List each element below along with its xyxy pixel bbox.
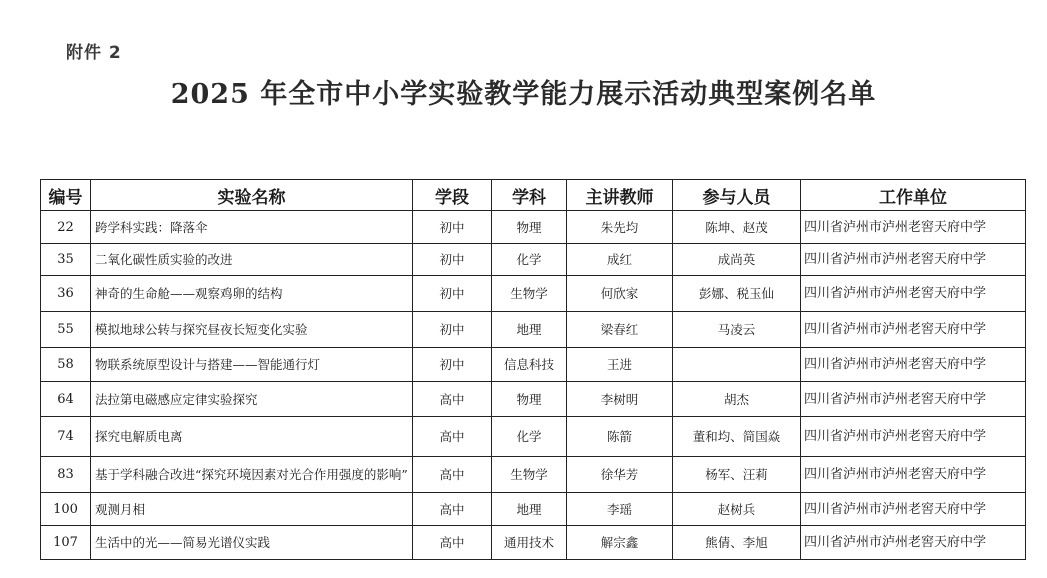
lead-teacher: 李树明 xyxy=(567,382,673,417)
case-number: 64 xyxy=(41,382,91,417)
table-row xyxy=(41,457,1026,493)
case-number: 107 xyxy=(41,526,91,560)
experiment-name: 观测月相 xyxy=(91,493,413,526)
table-row xyxy=(41,276,1026,312)
participants: 赵树兵 xyxy=(673,493,801,526)
table-row xyxy=(41,211,1026,244)
lead-teacher: 陈箭 xyxy=(567,417,673,457)
school-stage: 高中 xyxy=(413,457,492,493)
header-cell: 编号 xyxy=(41,180,91,211)
case-number: 36 xyxy=(41,276,91,312)
header-cell: 学段 xyxy=(413,180,492,211)
school-stage: 初中 xyxy=(413,211,492,244)
school-stage: 高中 xyxy=(413,417,492,457)
school-stage: 初中 xyxy=(413,312,492,348)
page-title: 2025 年全市中小学实验教学能力展示活动典型案例名单 xyxy=(170,79,877,110)
table-row xyxy=(41,244,1026,276)
attachment-label: 附件 2 xyxy=(66,43,122,63)
experiment-name: 跨学科实践：降落伞 xyxy=(91,211,413,244)
school-stage: 高中 xyxy=(413,382,492,417)
lead-teacher: 朱先均 xyxy=(567,211,673,244)
lead-teacher: 何欣家 xyxy=(567,276,673,312)
participants: 董和均、简国焱 xyxy=(673,417,801,457)
work-unit: 四川省泸州市泸州老窖天府中学 xyxy=(801,244,1026,276)
participants: 胡杰 xyxy=(673,382,801,417)
case-number: 100 xyxy=(41,493,91,526)
case-number: 58 xyxy=(41,348,91,382)
experiment-name: 物联系统原型设计与搭建——智能通行灯 xyxy=(91,348,413,382)
work-unit: 四川省泸州市泸州老窖天府中学 xyxy=(801,348,1026,382)
case-number: 55 xyxy=(41,312,91,348)
table-row xyxy=(41,382,1026,417)
table-row xyxy=(41,312,1026,348)
table-row xyxy=(41,417,1026,457)
participants xyxy=(673,348,801,382)
experiment-name: 模拟地球公转与探究昼夜长短变化实验 xyxy=(91,312,413,348)
case-number: 83 xyxy=(41,457,91,493)
work-unit: 四川省泸州市泸州老窖天府中学 xyxy=(801,276,1026,312)
work-unit: 四川省泸州市泸州老窖天府中学 xyxy=(801,457,1026,493)
work-unit: 四川省泸州市泸州老窖天府中学 xyxy=(801,526,1026,560)
lead-teacher: 徐华芳 xyxy=(567,457,673,493)
case-list-table xyxy=(40,179,1026,560)
experiment-name: 法拉第电磁感应定律实验探究 xyxy=(91,382,413,417)
header-cell: 学科 xyxy=(492,180,567,211)
work-unit: 四川省泸州市泸州老窖天府中学 xyxy=(801,312,1026,348)
school-stage: 初中 xyxy=(413,276,492,312)
subject: 地理 xyxy=(492,312,567,348)
school-stage: 高中 xyxy=(413,493,492,526)
header-cell: 工作单位 xyxy=(801,180,1026,211)
school-stage: 初中 xyxy=(413,244,492,276)
school-stage: 初中 xyxy=(413,348,492,382)
subject: 物理 xyxy=(492,382,567,417)
work-unit: 四川省泸州市泸州老窖天府中学 xyxy=(801,493,1026,526)
table-row xyxy=(41,348,1026,382)
lead-teacher: 解宗鑫 xyxy=(567,526,673,560)
work-unit: 四川省泸州市泸州老窖天府中学 xyxy=(801,382,1026,417)
participants: 陈坤、赵茂 xyxy=(673,211,801,244)
participants: 杨军、汪莉 xyxy=(673,457,801,493)
subject: 物理 xyxy=(492,211,567,244)
participants: 成尚英 xyxy=(673,244,801,276)
work-unit: 四川省泸州市泸州老窖天府中学 xyxy=(801,211,1026,244)
subject: 生物学 xyxy=(492,276,567,312)
header-cell: 实验名称 xyxy=(91,180,413,211)
subject: 化学 xyxy=(492,244,567,276)
case-number: 74 xyxy=(41,417,91,457)
lead-teacher: 王进 xyxy=(567,348,673,382)
school-stage: 高中 xyxy=(413,526,492,560)
lead-teacher: 梁春红 xyxy=(567,312,673,348)
lead-teacher: 成红 xyxy=(567,244,673,276)
subject: 地理 xyxy=(492,493,567,526)
experiment-name: 神奇的生命舱——观察鸡卵的结构 xyxy=(91,276,413,312)
subject: 信息科技 xyxy=(492,348,567,382)
subject: 生物学 xyxy=(492,457,567,493)
lead-teacher: 李瑶 xyxy=(567,493,673,526)
table-row xyxy=(41,526,1026,560)
header-cell: 主讲教师 xyxy=(567,180,673,211)
participants: 熊倩、李旭 xyxy=(673,526,801,560)
participants: 马凌云 xyxy=(673,312,801,348)
experiment-name: 探究电解质电离 xyxy=(91,417,413,457)
case-number: 35 xyxy=(41,244,91,276)
work-unit: 四川省泸州市泸州老窖天府中学 xyxy=(801,417,1026,457)
subject: 通用技术 xyxy=(492,526,567,560)
experiment-name: 二氧化碳性质实验的改进 xyxy=(91,244,413,276)
experiment-name: 生活中的光——简易光谱仪实践 xyxy=(91,526,413,560)
table-row xyxy=(41,493,1026,526)
header-cell: 参与人员 xyxy=(673,180,801,211)
case-number: 22 xyxy=(41,211,91,244)
subject: 化学 xyxy=(492,417,567,457)
table-header-row xyxy=(41,180,1026,211)
experiment-name: 基于学科融合改进“探究环境因素对光合作用强度的影响” xyxy=(91,457,413,493)
participants: 彭娜、税玉仙 xyxy=(673,276,801,312)
